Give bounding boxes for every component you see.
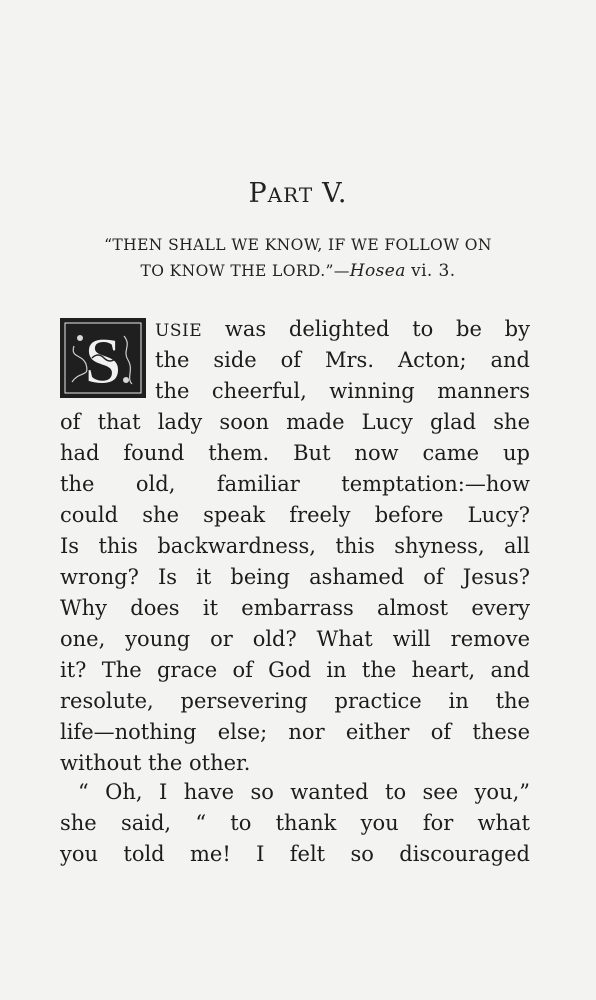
epigraph: [60, 232, 536, 284]
text-line: the side of Mrs. Acton; and: [155, 348, 530, 372]
indented-lines: [155, 314, 530, 407]
text-line: it? The grace of God in the heart, and: [60, 658, 530, 682]
text-line: the cheerful, winning manners: [155, 379, 530, 403]
text-line: [155, 314, 530, 345]
text-line: she said, “ to thank you for what: [60, 811, 530, 835]
paragraph-1: [60, 407, 530, 779]
text-line: “ Oh, I have so wanted to see you,”: [78, 780, 530, 804]
epigraph-line-2: [60, 258, 536, 284]
paragraph-2: [60, 808, 530, 870]
text-line: the old, familiar temptation:—how: [60, 472, 530, 496]
text-line: Why does it embarrass almost every: [60, 596, 530, 620]
epigraph-line-1: “THEN SHALL WE KNOW, IF WE FOLLOW ON: [104, 236, 492, 254]
text-line: of that lady soon made Lucy glad she: [60, 410, 530, 434]
paragraph-2-first: [78, 777, 530, 808]
part-title-number: V.: [322, 178, 348, 209]
text-line: life—nothing else; nor either of these: [60, 720, 530, 744]
first-word-rest: USIE: [155, 321, 203, 341]
epigraph-reference: vi. 3.: [411, 261, 456, 281]
text-line: without the other.: [60, 751, 251, 775]
text-line: could she speak freely before Lucy?: [60, 503, 530, 527]
text-line: you told me! I felt so discouraged: [60, 842, 530, 866]
text-line: resolute, persevering practice in the: [60, 689, 530, 713]
part-title-initial: P: [248, 178, 268, 209]
part-title: [0, 178, 596, 209]
epigraph-source: Hosea: [349, 261, 406, 281]
text-line: one, young or old? What will remove: [60, 627, 530, 651]
drop-cap-letter: S: [84, 325, 122, 396]
text-line: had found them. But now came up: [60, 441, 530, 465]
text-line: wrong? Is it being ashamed of Jesus?: [60, 565, 530, 589]
epigraph-text: TO KNOW THE LORD.”—: [140, 262, 350, 280]
drop-cap-ornament: [60, 318, 146, 398]
text-line: Is this backwardness, this shyness, all: [60, 534, 530, 558]
text-line-content: was delighted to be by: [224, 317, 530, 341]
part-title-rest: ART: [267, 183, 314, 207]
